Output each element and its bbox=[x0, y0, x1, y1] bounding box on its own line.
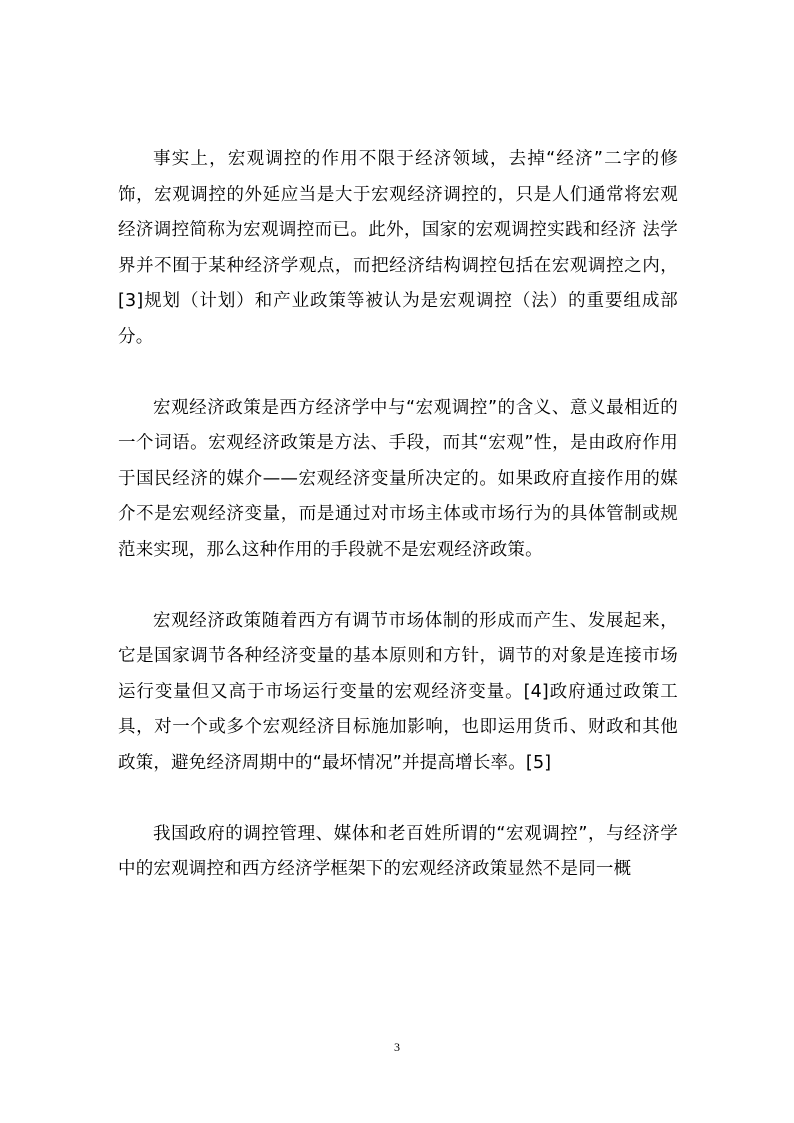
paragraph-1: 事实上，宏观调控的作用不限于经济领域，去掉“经济”二字的修饰，宏观调控的外延应当是大于宏观经济调控的，只是人们通常将宏观经济调控简称为宏观调控而已。此外，国家的宏观调控实践和经济 法学界并不囿于某种经济学观点，而把经济结构调控包括在宏观调控之内，[3]规划（计划）和产业政策等被认为是宏观调控（法）的重要组成部分。 bbox=[118, 149, 678, 347]
paragraph-3: 宏观经济政策随着西方有调节市场体制的形成而产生、发展起来，它是国家调节各种经济变量的基本原则和方针，调节的对象是连接市场运行变量但又高于市场运行变量的宏观经济变量。[4]政府通过政策工具，对一个或多个宏观经济目标施加影响，也即运用货币、财政和其他政策，避免经济周期中的“最坏情况”并提高增长率。[5] bbox=[118, 610, 678, 773]
page-number: 3 bbox=[394, 1040, 400, 1054]
document-body bbox=[118, 142, 678, 888]
paragraph-2: 宏观经济政策是西方经济学中与“宏观调控”的含义、意义最相近的一个词语。宏观经济政策是方法、手段，而其“宏观”性，是由政府作用于国民经济的媒介——宏观经济变量所决定的。如果政府直接作用的媒介不是宏观经济变量，而是通过对市场主体或市场行为的具体管制或规范来实现，那么这种作用的手段就不是宏观经济政策。 bbox=[118, 397, 678, 560]
paragraph-4: 我国政府的调控管理、媒体和老百姓所谓的“宏观调控”，与经济学中的宏观调控和西方经济学框架下的宏观经济政策显然不是同一概 bbox=[118, 823, 678, 879]
